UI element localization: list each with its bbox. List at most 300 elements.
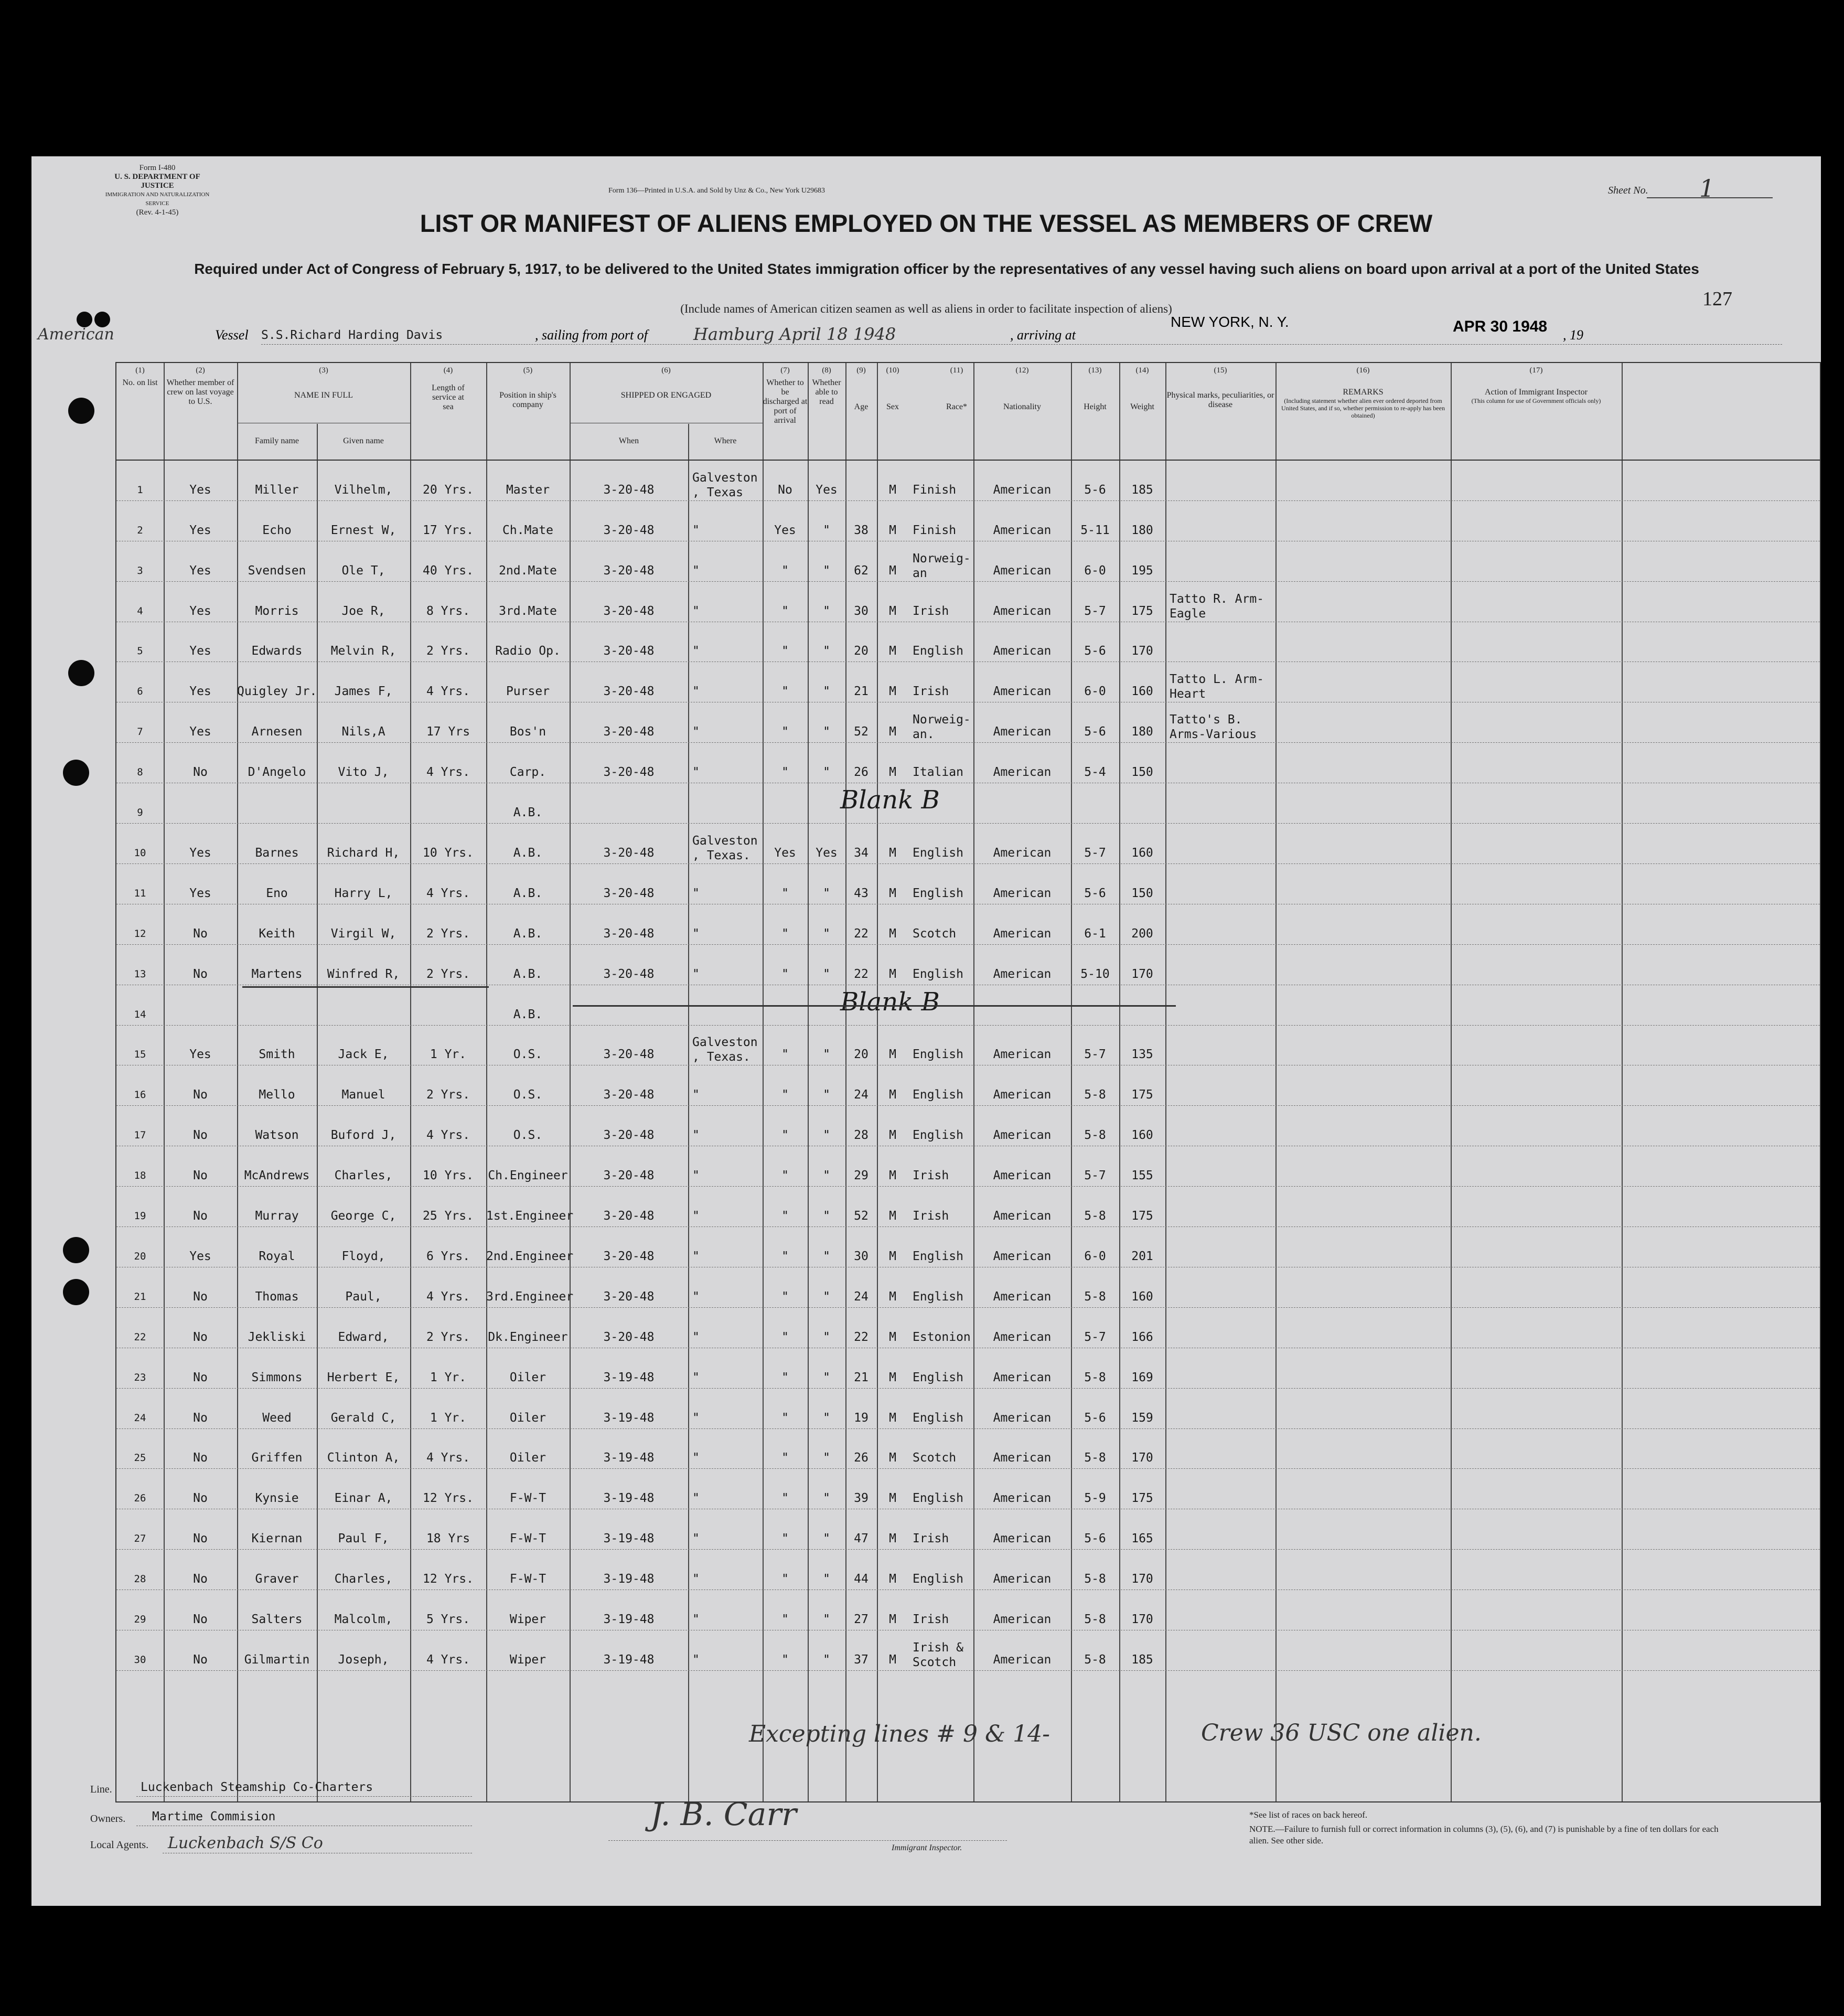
table-row [116, 1348, 1820, 1389]
sex-cell: M [889, 644, 896, 658]
race-cell: Irish [913, 1532, 949, 1546]
weight-cell: 160 [1131, 1128, 1153, 1143]
sex-cell: M [889, 483, 896, 497]
race-cell: English [913, 1491, 963, 1506]
family-name-cell: Keith [259, 926, 295, 941]
weight-cell: 200 [1131, 926, 1153, 941]
table-row [116, 743, 1820, 783]
col-family-name-header: Family name [255, 436, 299, 445]
sex-cell: M [889, 1451, 896, 1465]
punch-hole [63, 1237, 89, 1263]
given-name-cell: Vito J, [338, 765, 389, 780]
nationality-cell: American [993, 725, 1052, 739]
table-row [116, 1066, 1820, 1106]
shipped-when-cell: 3-20-48 [603, 1249, 655, 1263]
row-number: 14 [134, 1008, 146, 1020]
row-number: 7 [137, 726, 143, 738]
position-cell: Ch.Engineer [488, 1169, 568, 1183]
races-note: *See list of races on back hereof. [1249, 1810, 1368, 1820]
age-cell: 43 [854, 886, 869, 900]
position-cell: Purser [506, 685, 550, 699]
family-name-cell: Edwards [251, 644, 303, 658]
height-cell: 5-8 [1084, 1652, 1106, 1667]
service-cell: 2 Yrs. [426, 967, 470, 981]
shipped-where-cell: " [692, 1411, 700, 1425]
physical-marks-cell: Tatto R. Arm-Eagle [1170, 592, 1264, 621]
height-cell: 5-8 [1084, 1209, 1106, 1223]
age-cell: 30 [854, 1249, 869, 1263]
family-name-cell: McAndrews [244, 1169, 310, 1183]
last-voyage-cell: Yes [189, 725, 211, 739]
nationality-cell: American [993, 886, 1052, 900]
table-row [116, 1146, 1820, 1187]
row-number: 21 [134, 1290, 146, 1303]
nationality-cell: American [993, 1249, 1052, 1263]
col-read-header: (8) Whether able to read [812, 366, 841, 406]
shipped-when-cell: 3-19-48 [603, 1411, 655, 1425]
table-row [116, 824, 1820, 864]
table-row [116, 663, 1820, 703]
position-cell: A.B. [513, 806, 543, 820]
able-to-read-cell: " [823, 1613, 830, 1627]
line-label: Line. [90, 1784, 112, 1795]
row-number: 29 [134, 1614, 146, 1626]
row-number: 10 [134, 847, 146, 859]
row-number: 30 [134, 1654, 146, 1666]
given-name-cell: Charles, [334, 1169, 393, 1183]
shipped-where-cell: " [692, 765, 700, 780]
sailing-label: , sailing from port of [535, 327, 648, 343]
last-voyage-cell: No [193, 1289, 208, 1304]
sex-cell: M [889, 1048, 896, 1062]
sex-cell: M [889, 1289, 896, 1304]
shipped-when-cell: 3-19-48 [603, 1451, 655, 1465]
age-cell: 19 [854, 1411, 869, 1425]
able-to-read-cell: Yes [816, 483, 838, 497]
shipped-where-cell: " [692, 1169, 700, 1183]
nationality-cell: American [993, 1652, 1052, 1667]
nationality-cell: American [993, 1209, 1052, 1223]
family-name-cell: Mello [259, 1088, 295, 1102]
family-name-cell: Eno [266, 886, 288, 900]
last-voyage-cell: Yes [189, 846, 211, 860]
row-number: 23 [134, 1371, 146, 1383]
height-cell: 5-7 [1084, 1048, 1106, 1062]
shipped-when-cell: 3-20-48 [603, 483, 655, 497]
service-cell: 20 Yrs. [423, 483, 474, 497]
nationality-cell: American [993, 1169, 1052, 1183]
row-number: 22 [134, 1331, 146, 1343]
nationality-cell: American [993, 1088, 1052, 1102]
height-cell: 5-7 [1084, 604, 1106, 618]
weight-cell: 175 [1131, 1209, 1153, 1223]
sex-cell: M [889, 685, 896, 699]
shipped-where-cell: " [692, 1088, 700, 1102]
col-no-header: (1) No. on list [122, 366, 158, 387]
vessel-row-underline [261, 344, 1782, 345]
able-to-read-cell: " [823, 967, 830, 981]
shipped-where-cell: " [692, 1451, 700, 1465]
last-voyage-cell: No [193, 1532, 208, 1546]
weight-cell: 170 [1131, 967, 1153, 981]
shipped-when-cell: 3-20-48 [603, 523, 655, 537]
col-remarks-header: (16) REMARKS (Including statement whether alien ever ordered deported from United States, and if so, whether permission to re-apply has been obtained) [1281, 366, 1445, 419]
sex-cell: M [889, 1128, 896, 1143]
last-voyage-cell: No [193, 765, 208, 780]
age-cell: 28 [854, 1128, 869, 1143]
shipped-where-cell: Galveston, Texas [692, 471, 758, 499]
service-cell: 4 Yrs. [426, 765, 470, 780]
shipped-where-cell: Galveston, Texas. [692, 1036, 758, 1064]
weight-cell: 170 [1131, 644, 1153, 658]
race-cell: Irish [913, 604, 949, 618]
given-name-cell: Floyd, [341, 1249, 385, 1263]
weight-cell: 160 [1131, 685, 1153, 699]
blank-line-mark: Blank B [840, 987, 940, 1017]
weight-cell: 160 [1131, 846, 1153, 860]
height-cell: 5-8 [1084, 1613, 1106, 1627]
shipped-when-cell: 3-20-48 [603, 1128, 655, 1143]
last-voyage-cell: Yes [189, 644, 211, 658]
height-cell: 5-4 [1084, 765, 1106, 780]
family-name-cell: Svendsen [248, 563, 306, 578]
shipped-when-cell: 3-20-48 [603, 563, 655, 578]
service-cell: 4 Yrs. [426, 1128, 470, 1143]
given-name-cell: Joseph, [338, 1652, 389, 1667]
given-name-cell: Harry L, [334, 886, 393, 900]
nationality-cell: American [993, 1370, 1052, 1384]
shipped-when-cell: 3-20-48 [603, 1088, 655, 1102]
sex-cell: M [889, 1330, 896, 1344]
last-voyage-cell: No [193, 926, 208, 941]
sex-cell: M [889, 1572, 896, 1586]
discharged-cell: " [781, 1128, 789, 1143]
last-voyage-cell: No [193, 1088, 208, 1102]
department-name: U. S. DEPARTMENT OF JUSTICE [114, 173, 200, 190]
col-last-voyage-header: (2) Whether member of crew on last voyage to U.S. [166, 366, 234, 406]
shipped-when-cell: 3-20-48 [603, 644, 655, 658]
row-number: 6 [137, 686, 143, 698]
nationality-cell: American [993, 1491, 1052, 1506]
sex-cell: M [889, 563, 896, 578]
family-name-cell: Arnesen [251, 725, 303, 739]
shipped-where-cell: " [692, 1572, 700, 1586]
shipped-when-cell: 3-20-48 [603, 1169, 655, 1183]
table-row [116, 1469, 1820, 1510]
age-cell: 52 [854, 725, 869, 739]
sailing-port: Hamburg April 18 1948 [693, 324, 896, 344]
row-number: 28 [134, 1573, 146, 1585]
last-voyage-cell: Yes [189, 1048, 211, 1062]
print-line: Form 136—Printed in U.S.A. and Sold by Unz & Co., New York U29683 [608, 187, 825, 195]
table-row [116, 1308, 1820, 1348]
discharged-cell: Yes [774, 523, 796, 537]
blank-line-mark: Blank B [840, 785, 940, 815]
age-cell: 21 [854, 1370, 869, 1384]
able-to-read-cell: " [823, 523, 830, 537]
family-name-cell: Barnes [255, 846, 299, 860]
discharged-cell: " [781, 1411, 789, 1425]
position-cell: F-W-T [509, 1491, 546, 1506]
height-cell: 5-8 [1084, 1088, 1106, 1102]
shipped-where-cell: " [692, 563, 700, 578]
discharged-cell: " [781, 1491, 789, 1506]
table-row [116, 461, 1820, 501]
race-cell: English [913, 1370, 963, 1384]
given-name-cell: Joe R, [341, 604, 385, 618]
family-name-cell: Kynsie [255, 1491, 299, 1506]
position-cell: A.B. [513, 1007, 543, 1021]
nationality-cell: American [993, 644, 1052, 658]
age-cell: 20 [854, 644, 869, 658]
height-cell: 5-6 [1084, 1411, 1106, 1425]
weight-cell: 180 [1131, 725, 1153, 739]
position-cell: F-W-T [509, 1572, 546, 1586]
owners-value: Martime Commision [152, 1810, 276, 1823]
age-cell: 24 [854, 1289, 869, 1304]
last-voyage-cell: No [193, 1209, 208, 1223]
vessel-label: Vessel [215, 327, 249, 343]
family-name-cell: Murray [255, 1209, 299, 1223]
table-row [116, 582, 1820, 622]
discharged-cell: " [781, 725, 789, 739]
weight-cell: 195 [1131, 563, 1153, 578]
height-cell: 5-8 [1084, 1370, 1106, 1384]
able-to-read-cell: " [823, 1532, 830, 1546]
weight-cell: 185 [1131, 1652, 1153, 1667]
row-number: 19 [134, 1210, 146, 1222]
punch-hole [63, 1279, 89, 1305]
punch-hole [63, 760, 89, 786]
able-to-read-cell: " [823, 563, 830, 578]
age-cell: 26 [854, 765, 869, 780]
arriving-label: , arriving at [1010, 327, 1076, 343]
row-number: 24 [134, 1412, 146, 1424]
age-cell: 20 [854, 1048, 869, 1062]
discharged-cell: " [781, 1088, 789, 1102]
family-name-cell: Thomas [255, 1289, 299, 1304]
able-to-read-cell: " [823, 765, 830, 780]
last-voyage-cell: Yes [189, 685, 211, 699]
age-cell: 47 [854, 1532, 869, 1546]
shipped-where-cell: " [692, 1370, 700, 1384]
row-number: 18 [134, 1170, 146, 1182]
able-to-read-cell: " [823, 1451, 830, 1465]
table-row [116, 945, 1820, 985]
weight-cell: 166 [1131, 1330, 1153, 1344]
height-cell: 5-8 [1084, 1451, 1106, 1465]
nationality-cell: American [993, 604, 1052, 618]
col-nationality-header: (12) Nationality [1003, 366, 1041, 411]
shipped-when-cell: 3-20-48 [603, 1289, 655, 1304]
family-name-cell: Smith [259, 1048, 295, 1062]
sheet-number-value: 1 [1699, 174, 1715, 202]
age-cell: 38 [854, 523, 869, 537]
height-cell: 5-8 [1084, 1289, 1106, 1304]
col-race-header: (11) Race* [946, 366, 967, 411]
able-to-read-cell: " [823, 604, 830, 618]
given-name-cell: James F, [334, 685, 393, 699]
shipped-where-cell: " [692, 1330, 700, 1344]
given-name-cell: Charles, [334, 1572, 393, 1586]
service-cell: 4 Yrs. [426, 1451, 470, 1465]
position-cell: A.B. [513, 926, 543, 941]
service-cell: 12 Yrs. [423, 1491, 474, 1506]
given-name-cell: Melvin R, [330, 644, 396, 658]
sex-cell: M [889, 1088, 896, 1102]
height-cell: 5-7 [1084, 846, 1106, 860]
given-name-cell: Nils,A [341, 725, 385, 739]
fine-note: NOTE.—Failure to furnish full or correct information in columns (3), (5), (6), and (7) is punishable by a fine of ten dollars for each alien. See other side. [1249, 1824, 1719, 1846]
race-cell: English [913, 1128, 963, 1143]
position-cell: Radio Op. [495, 644, 561, 658]
table-row [116, 1106, 1820, 1146]
table-row [116, 1630, 1820, 1671]
service-cell: 4 Yrs. [426, 886, 470, 900]
shipped-where-cell: " [692, 926, 700, 941]
nationality-cell: American [993, 926, 1052, 941]
position-cell: Oiler [509, 1451, 546, 1465]
race-cell: Irish [913, 685, 949, 699]
height-cell: 6-0 [1084, 685, 1106, 699]
race-cell: English [913, 1249, 963, 1263]
shipped-where-cell: " [692, 886, 700, 900]
able-to-read-cell: " [823, 644, 830, 658]
shipped-where-cell: " [692, 604, 700, 618]
height-cell: 5-6 [1084, 886, 1106, 900]
year-label: , 19 [1563, 327, 1583, 343]
race-cell: Irish [913, 1613, 949, 1627]
family-name-cell: Jekliski [248, 1330, 306, 1344]
inspector-signature: J. B. Carr [650, 1796, 797, 1833]
age-cell: 26 [854, 1451, 869, 1465]
service-cell: 5 Yrs. [426, 1613, 470, 1627]
position-cell: O.S. [513, 1128, 543, 1143]
weight-cell: 201 [1131, 1249, 1153, 1263]
given-name-cell: Herbert E, [327, 1370, 400, 1384]
able-to-read-cell: " [823, 1209, 830, 1223]
shipped-where-cell: " [692, 1613, 700, 1627]
weight-cell: 169 [1131, 1370, 1153, 1384]
able-to-read-cell: " [823, 1249, 830, 1263]
table-row [116, 904, 1820, 945]
discharged-cell: " [781, 1652, 789, 1667]
shipped-when-cell: 3-20-48 [603, 886, 655, 900]
service-cell: 40 Yrs. [423, 563, 474, 578]
nationality-cell: American [993, 1572, 1052, 1586]
service-cell: 12 Yrs. [423, 1572, 474, 1586]
shipped-where-cell: " [692, 523, 700, 537]
given-name-cell: Virgil W, [330, 926, 396, 941]
age-cell: 27 [854, 1613, 869, 1627]
given-name-cell: Einar A, [334, 1491, 393, 1506]
line-value: Luckenbach Steamship Co-Charters [141, 1780, 373, 1794]
col-given-name-header: Given name [343, 436, 384, 445]
table-row [116, 1187, 1820, 1227]
position-cell: Dk.Engineer [488, 1330, 568, 1344]
service-cell: 2 Yrs. [426, 1088, 470, 1102]
position-cell: O.S. [513, 1088, 543, 1102]
last-voyage-cell: No [193, 1491, 208, 1506]
height-cell: 5-6 [1084, 483, 1106, 497]
shipped-when-cell: 3-20-48 [603, 1209, 655, 1223]
family-name-cell: Watson [255, 1128, 299, 1143]
weight-cell: 170 [1131, 1613, 1153, 1627]
service-cell: 4 Yrs. [426, 1652, 470, 1667]
strike-line [242, 986, 489, 988]
race-cell: Irish [913, 1209, 949, 1223]
weight-cell: 135 [1131, 1048, 1153, 1062]
service-cell: 8 Yrs. [426, 604, 470, 618]
shipped-where-cell: " [692, 725, 700, 739]
sex-cell: M [889, 1411, 896, 1425]
vessel-prefix-handwritten: American [38, 325, 114, 344]
weight-cell: 165 [1131, 1532, 1153, 1546]
race-cell: English [913, 1289, 963, 1304]
age-cell: 44 [854, 1572, 869, 1586]
nationality-cell: American [993, 685, 1052, 699]
able-to-read-cell: " [823, 1128, 830, 1143]
given-name-cell: Gerald C, [330, 1411, 396, 1425]
weight-cell: 185 [1131, 483, 1153, 497]
shipped-when-cell: 3-19-48 [603, 1532, 655, 1546]
discharged-cell: " [781, 1451, 789, 1465]
race-cell: Norweig-an. [913, 713, 971, 742]
position-cell: Master [506, 483, 550, 497]
table-row [116, 864, 1820, 904]
height-cell: 5-6 [1084, 644, 1106, 658]
given-name-cell: George C, [330, 1209, 396, 1223]
col-service-header: (4) Length of service at sea [432, 366, 465, 411]
weight-cell: 150 [1131, 886, 1153, 900]
last-voyage-cell: Yes [189, 563, 211, 578]
age-cell: 39 [854, 1491, 869, 1506]
instruction-note: (Include names of American citizen seamen as well as aliens in order to facilitate inspection of aliens) [680, 302, 1172, 315]
given-name-cell: Paul, [345, 1289, 382, 1304]
position-cell: Wiper [509, 1613, 546, 1627]
position-cell: Carp. [509, 765, 546, 780]
race-cell: Finish [913, 523, 957, 537]
table-row [116, 1227, 1820, 1267]
shipped-where-cell: " [692, 1652, 700, 1667]
discharged-cell: " [781, 1370, 789, 1384]
age-cell: 34 [854, 846, 869, 860]
shipped-when-cell: 3-20-48 [603, 846, 655, 860]
race-cell: English [913, 967, 963, 981]
arrival-date-stamp: APR 30 1948 [1453, 318, 1548, 335]
family-name-cell: Quigley Jr. [237, 685, 317, 699]
discharged-cell: " [781, 967, 789, 981]
punch-hole [68, 398, 94, 424]
given-name-cell: Paul F, [338, 1532, 389, 1546]
last-voyage-cell: No [193, 1652, 208, 1667]
given-name-cell: Edward, [338, 1330, 389, 1344]
position-cell: F-W-T [509, 1532, 546, 1546]
nationality-cell: American [993, 1289, 1052, 1304]
row-number: 12 [134, 927, 146, 940]
age-cell: 22 [854, 1330, 869, 1344]
col-shipped-header: (6) SHIPPED OR ENGAGED [620, 366, 712, 400]
sex-cell: M [889, 1613, 896, 1627]
able-to-read-cell: " [823, 1169, 830, 1183]
position-cell: 2nd.Mate [499, 563, 557, 578]
position-cell: A.B. [513, 846, 543, 860]
position-cell: Wiper [509, 1652, 546, 1667]
height-cell: 5-7 [1084, 1330, 1106, 1344]
sex-cell: M [889, 1491, 896, 1506]
shipped-when-cell: 3-20-48 [603, 685, 655, 699]
sex-cell: M [889, 1209, 896, 1223]
